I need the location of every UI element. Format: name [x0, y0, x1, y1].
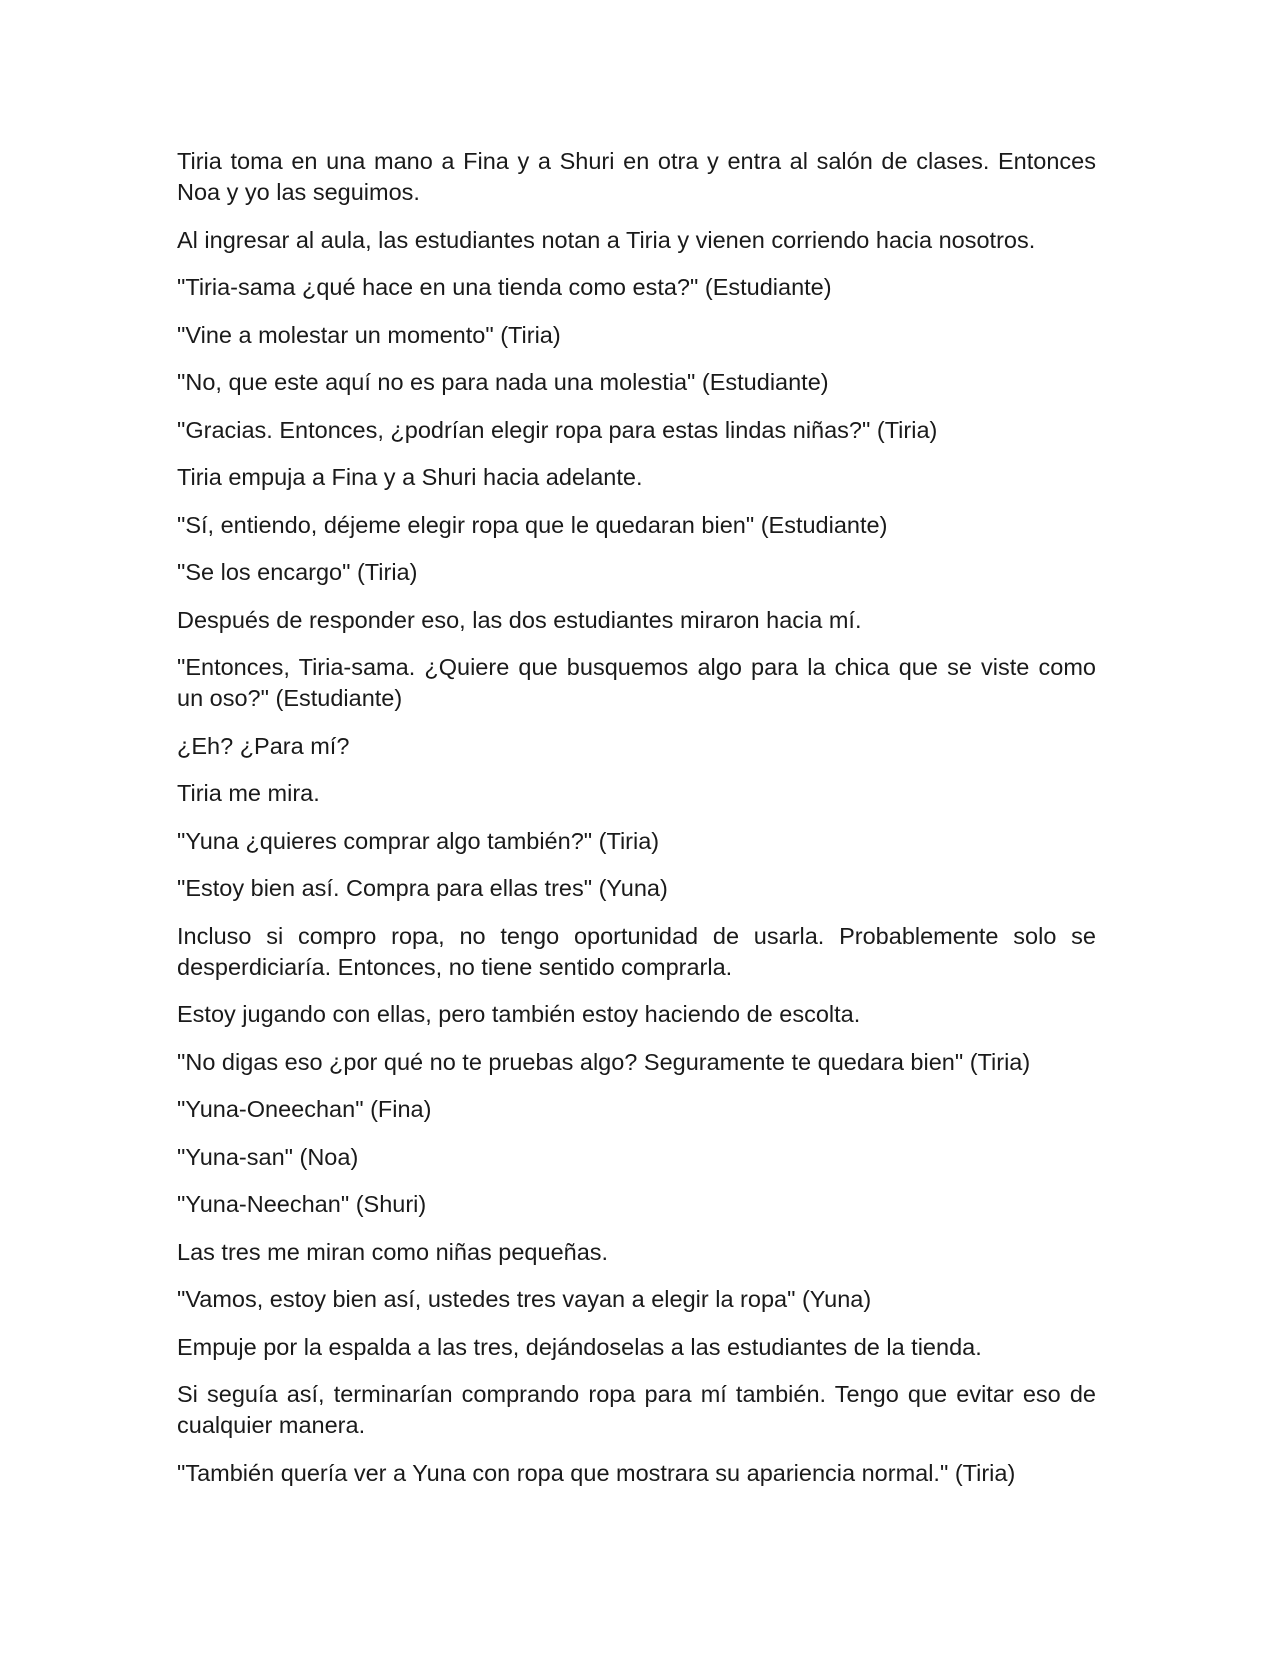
paragraph: "Vine a molestar un momento" (Tiria) — [177, 321, 561, 348]
paragraph: "Yuna-Neechan" (Shuri) — [177, 1191, 427, 1217]
paragraph: "También quería ver a Yuna con ropa que mostrara su apariencia normal." (Tiria) — [177, 1459, 1016, 1486]
paragraph: Después de responder eso, las dos estudiantes miraron hacia mí. — [177, 606, 862, 633]
paragraph: Las tres me miran como niñas pequeñas. — [177, 1238, 609, 1265]
paragraph: "No, que este aquí no es para nada una molestia" (Estudiante) — [177, 369, 829, 395]
paragraph: Empuje por la espalda a las tres, dejándoselas a las estudiantes de la tienda. — [177, 1333, 982, 1360]
paragraph: "Se los encargo" (Tiria) — [177, 559, 418, 585]
paragraph: "Estoy bien así. Compra para ellas tres" (Yuna) — [177, 875, 668, 901]
paragraph: "Vamos, estoy bien así, ustedes tres vayan a elegir la ropa" (Yuna) — [177, 1286, 872, 1312]
paragraph: "Yuna-Oneechan" (Fina) — [177, 1096, 432, 1122]
paragraph: Al ingresar al aula, las estudiantes notan a Tiria y vienen corriendo hacia nosotros. — [177, 226, 1036, 253]
paragraph: "Entonces, Tiria-sama. ¿Quiere que busquemos algo para la chica que se viste como un oso?" (Estudiante) — [177, 654, 1096, 711]
paragraph: "Yuna ¿quieres comprar algo también?" (Tiria) — [177, 827, 660, 854]
paragraph: Tiria toma en una mano a Fina y a Shuri en otra y entra al salón de clases. Entonces Noa y yo las seguimos. — [177, 148, 1096, 205]
paragraph: Estoy jugando con ellas, pero también estoy haciendo de escolta. — [177, 1001, 861, 1027]
paragraph: Tiria me mira. — [177, 780, 320, 806]
paragraph: Incluso si compro ropa, no tengo oportunidad de usarla. Probablemente solo se desperdiciaría. Entonces, no tiene sentido comprarla. — [177, 922, 1096, 980]
paragraph: ¿Eh? ¿Para mí? — [177, 732, 350, 759]
paragraph: Tiria empuja a Fina y a Shuri hacia adelante. — [177, 464, 643, 490]
paragraph: "Tiria-sama ¿qué hace en una tienda como esta?" (Estudiante) — [177, 274, 832, 300]
paragraph: "Yuna-san" (Noa) — [177, 1143, 359, 1170]
paragraph: Si seguía así, terminarían comprando ropa para mí también. Tengo que evitar eso de cualquier manera. — [177, 1381, 1096, 1438]
paragraph: "Sí, entiendo, déjeme elegir ropa que le quedaran bien" (Estudiante) — [177, 511, 888, 538]
paragraph: "No digas eso ¿por qué no te pruebas algo? Seguramente te quedara bien" (Tiria) — [177, 1048, 1031, 1075]
paragraph: "Gracias. Entonces, ¿podrían elegir ropa para estas lindas niñas?" (Tiria) — [177, 416, 938, 443]
text-column — [177, 146, 1096, 1505]
